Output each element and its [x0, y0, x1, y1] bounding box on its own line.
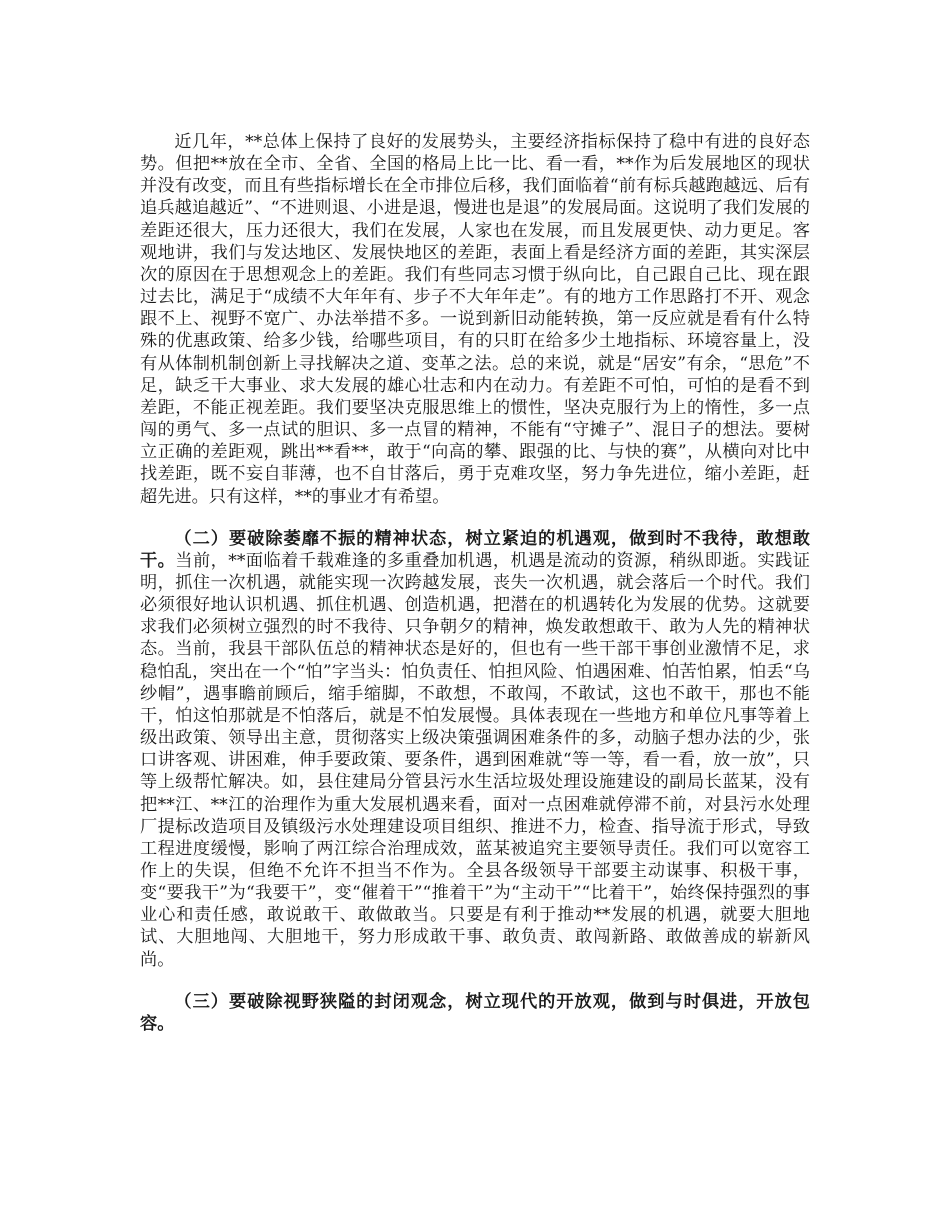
paragraph-3 — [140, 991, 810, 1035]
section-heading-2: （二）要破除萎靡不振的精神状态，树立紧迫的机遇观，做到时不我待，敢想敢干。 — [140, 528, 810, 571]
paragraph-2-text: 当前，**面临着千载难逢的多重叠加机遇，机遇是流动的资源，稍纵即逝。实践证明，抓住一次机遇，就能实现一次跨越发展，丧失一次机遇，就会落后一个时代。我们必须很好地认识机遇、抓住机遇、创造机遇，把潜在的机遇转化为发展的优势。这就要求我们必须树立强烈的时不我待、只争朝夕的精神，焕发敢想敢干、敢为人先的精神状态。当前，我县干部队伍总的精神状态是好的，但也有一些干部干事创业激情不足，求稳怕乱，突出在一个“怕”字当头：怕负责任、怕担风险、怕遇困难、怕苦怕累，怕丢“乌纱帽”，遇事瞻前顾后，缩手缩脚，不敢想，不敢闯，不敢试，这也不敢干，那也不能干，怕这怕那就是不怕落后，就是不怕发展慢。具体表现在一些地方和单位凡事等着上级出政策、领导出主意，贯彻落实上级决策强调困难条件的多，动脑子想办法的少，张口讲客观、讲困难，伸手要政策、要条件，遇到困难就“等一等，看一看，放一放”，只等上级帮忙解决。如，县住建局分管县污水生活垃圾处理设施建设的副局长蓝某，没有把**江、**江的治理作为重大发展机遇来看，面对一点困难就停滞不前，对县污水处理厂提标改造项目及镇级污水处理建设项目组织、推进不力，检查、指导流于形式，导致工程进度缓慢，影响了两江综合治理成效，蓝某被追究主要领导责任。我们可以宽容工作上的失误，但绝不允许不担当不作为。全县各级领导干部要主动谋事、积极干事，变“要我干”为“我要干”，变“催着干”“推着干”为“主动干”“比着干”，始终保持强烈的事业心和责任感，敢说敢干、敢做敢当。只要是有利于推动**发展的机遇，就要大胆地试、大胆地闯、大胆地干，努力形成敢干事、敢负责、敢闯新路、敢做善成的崭新风尚。 — [140, 550, 810, 970]
paragraph-2 — [140, 528, 810, 971]
section-heading-3: （三）要破除视野狭隘的封闭观念，树立现代的开放观，做到与时俱进，开放包容。 — [140, 991, 810, 1034]
paragraph-1 — [140, 131, 810, 508]
document-body — [140, 131, 810, 1055]
paragraph-1-text: 近几年，**总体上保持了良好的发展势头，主要经济指标保持了稳中有进的良好态势。但把**放在全市、全省、全国的格局上比一比、看一看，**作为后发展地区的现状并没有改变，而且有些指标增长在全市排位后移，我们面临着“前有标兵越跑越远、后有追兵越追越近”、“不进则退、小进是退，慢进也是退”的发展局面。这说明了我们发展的差距还很大，压力还很大，我们在发展，人家也在发展，而且发展更快、动力更足。客观地讲，我们与发达地区、发展快地区的差距，表面上看是经济方面的差距，其实深层次的原因在于思想观念上的差距。我们有些同志习惯于纵向比，自己跟自己比、现在跟过去比，满足于“成绩不大年年有、步子不大年年走”。有的地方工作思路打不开、观念跟不上、视野不宽广、办法举措不多。一说到新旧动能转换，第一反应就是看有什么特殊的优惠政策、给多少钱，给哪些项目，有的只盯在给多少土地指标、环境容量上，没有从体制机制创新上寻找解决之道、变革之法。总的来说，就是“居安”有余，“思危”不足，缺乏干大事业、求大发展的雄心壮志和内在动力。有差距不可怕，可怕的是看不到差距，不能正视差距。我们要坚决克服思维上的惯性，坚决克服行为上的惰性，多一点闯的勇气、多一点试的胆识、多一点冒的精神，不能有“守摊子”、混日子的想法。要树立正确的差距观，跳出**看**，敢于“向高的攀、跟强的比、与快的赛”，从横向对比中找差距，既不妄自菲薄，也不自甘落后，勇于克难攻坚，努力争先进位，缩小差距，赶超先进。只有这样，**的事业才有希望。 — [140, 132, 810, 507]
